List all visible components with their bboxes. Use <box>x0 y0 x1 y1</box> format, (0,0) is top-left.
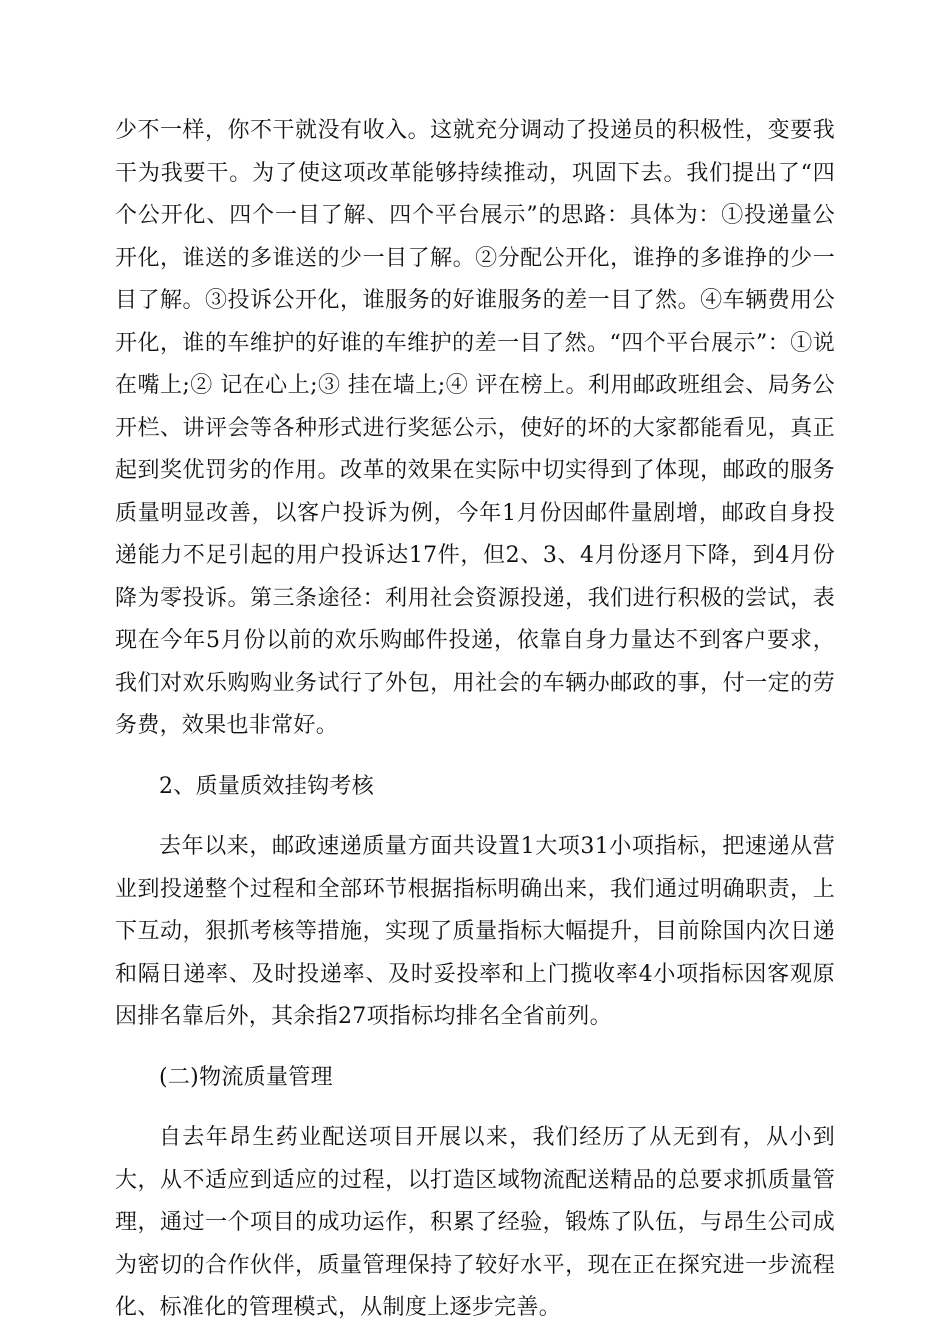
paragraph-continuation: 少不一样，你不干就没有收入。这就充分调动了投递员的积极性，变要我干为我要干。为了使这项改革能够持续推动，巩固下去。我们提出了“四个公开化、四个一目了解、四个平台展示”的思路：具体为：①投递量公开化，谁送的多谁送的少一目了解。②分配公开化，谁挣的多谁挣的少一目了解。③投诉公开化，谁服务的好谁服务的差一目了然。④车辆费用公开化，谁的车维护的好谁的车维护的差一目了然。“四个平台展示”：①说在嘴上;② 记在心上;③ 挂在墙上;④ 评在榜上。利用邮政班组会、局务公开栏、讲评会等各种形式进行奖惩公示，使好的坏的大家都能看见，真正起到奖优罚劣的作用。改革的效果在实际中切实得到了体现，邮政的服务质量明显改善，以客户投诉为例，今年1月份因邮件量剧增，邮政自身投递能力不足引起的用户投诉达17件，但2、3、4月份逐月下降，到4月份降为零投诉。第三条途径：利用社会资源投递，我们进行积极的尝试，表现在今年5月份以前的欢乐购邮件投递，依靠自身力量达不到客户要求，我们对欢乐购购业务试行了外包，用社会的车辆办邮政的事，付一定的劳务费，效果也非常好。 <box>115 118 835 738</box>
paragraph-gap <box>115 808 835 826</box>
document-body <box>115 110 835 1330</box>
paragraph-logistics-project: 自去年昂生药业配送项目开展以来，我们经历了从无到有，从小到大，从不适应到适应的过程，以打造区域物流配送精品的总要求抓质量管理，通过一个项目的成功运作，积累了经验，锻炼了队伍，与昂生公司成为密切的合作伙伴，质量管理保持了较好水平，现在正在探究进一步流程化、标准化的管理模式，从制度上逐步完善。 <box>115 1125 835 1320</box>
section-heading-logistics-quality: (二)物流质量管理 <box>159 1064 333 1090</box>
paragraph-gap <box>115 1099 835 1117</box>
paragraph-gap <box>115 748 835 766</box>
paragraph-gap <box>115 1039 835 1057</box>
paragraph-quality-indicators: 去年以来，邮政速递质量方面共设置1大项31小项指标，把速递从营业到投递整个过程和全部环节根据指标明确出来，我们通过明确职责，上下互动，狠抓考核等措施，实现了质量指标大幅提升，目前除国内次日递和隔日递率、及时投递率、及时妥投率和上门揽收率4小项指标因客观原因排名靠后外，其余指27项指标均排名全省前列。 <box>115 834 835 1029</box>
section-heading-quality-assessment: 2、质量质效挂钩考核 <box>159 773 374 799</box>
